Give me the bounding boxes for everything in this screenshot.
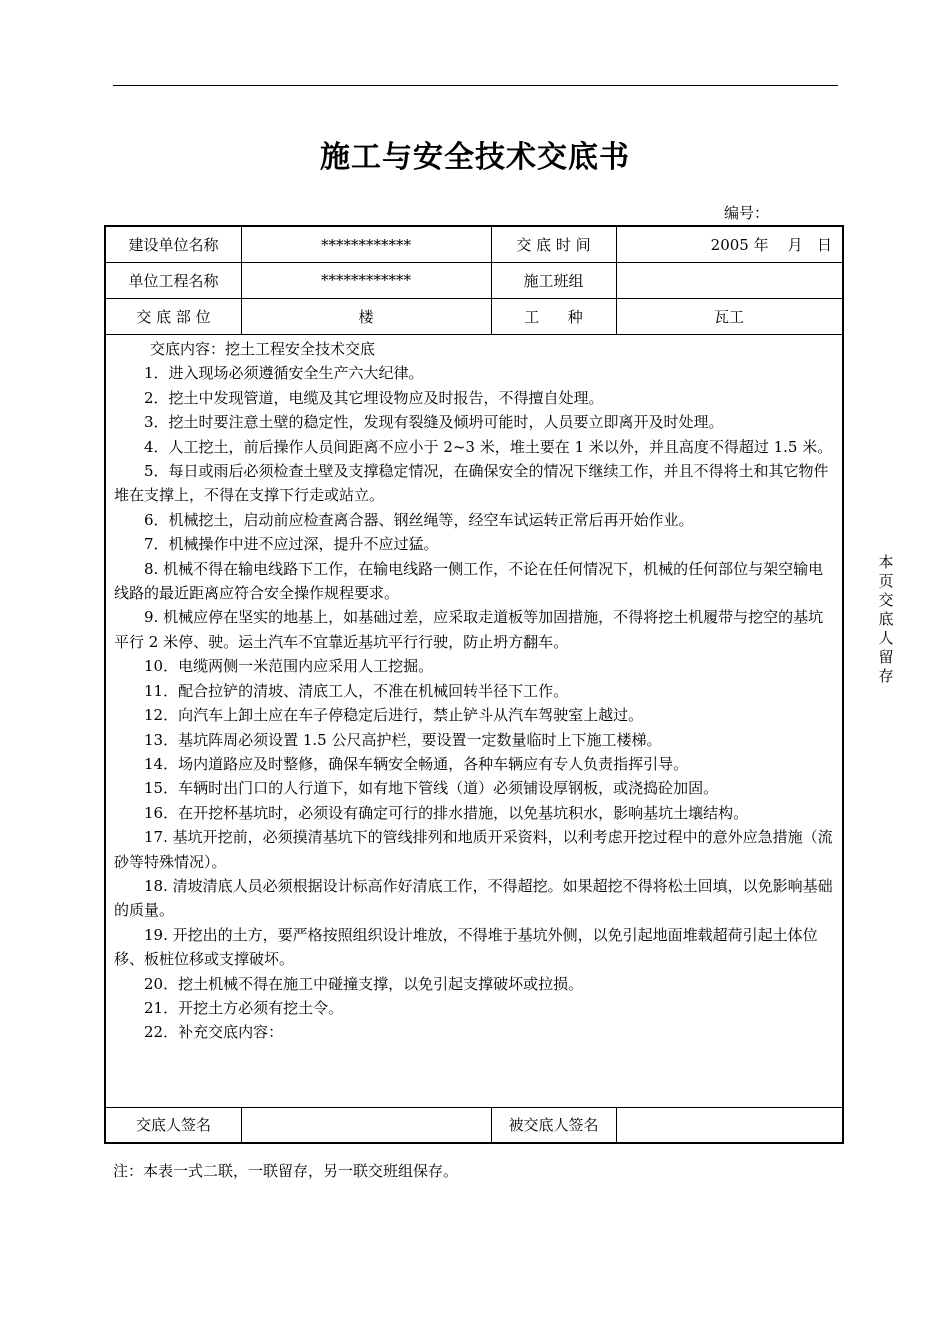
work-team-value[interactable] bbox=[616, 262, 842, 298]
content-item: 17. 基坑开挖前，必须摸清基坑下的管线排列和地质开采资料，以利考虑开挖过程中的意外应急措施（流砂等特殊情况）。 bbox=[114, 828, 833, 871]
content-item: 5．每日或雨后必须检查土壁及支撑稳定情况，在确保安全的情况下继续工作，并且不得将土和其它物件堆在支撑上，不得在支撑下行走或站立。 bbox=[114, 462, 829, 505]
content-item: 1．进入现场必须遵循安全生产六大纪律。 bbox=[144, 364, 424, 383]
content-item: 3．挖土时要注意土壁的稳定性，发现有裂缝及倾坍可能时，人员要立即离开及时处理。 bbox=[144, 413, 724, 432]
trade-label: 工 种 bbox=[524, 307, 583, 326]
work-team-label: 施工班组 bbox=[523, 271, 584, 290]
content-item: 9. 机械应停在坚实的地基上，如基础过差，应采取走道板等加固措施，不得将挖土机履带与挖空的基坑平行 2 米停、驶。运土汽车不宜靠近基坑平行行驶，防止坍方翻车。 bbox=[114, 608, 824, 651]
content-intro: 交底内容：挖土工程安全技术交底 bbox=[150, 340, 376, 358]
project-name-value[interactable]: ************ bbox=[321, 271, 411, 289]
briefer-signature-field[interactable] bbox=[241, 1107, 491, 1142]
trade-value[interactable]: 瓦工 bbox=[713, 307, 744, 326]
content-item: 2．挖土中发现管道，电缆及其它埋设物应及时报告，不得擅自处理。 bbox=[144, 388, 604, 407]
content-item: 8. 机械不得在输电线路下工作，在输电线路一侧工作，不论在任何情况下，机械的任何部位与架空输电线路的最近距离应符合安全操作规程要求。 bbox=[114, 559, 824, 603]
content-item: 18. 清坡清底人员必须根据设计标高作好清底工作，不得超挖。如果超挖不得将松土回填，以免影响基础的质量。 bbox=[114, 876, 833, 920]
briefing-content bbox=[114, 337, 836, 1045]
content-item: 22．补充交底内容： bbox=[144, 1023, 284, 1042]
content-item: 13．基坑阵周必须设置 1.5 公尺高护栏，要设置一定数量临时上下施工楼梯。 bbox=[144, 730, 662, 749]
content-item: 12．向汽车上卸土应在车子停稳定后进行，禁止铲斗从汽车驾驶室上越过。 bbox=[144, 706, 644, 725]
document-number-label: 编号： bbox=[724, 204, 770, 222]
content-item: 15．车辆时出门口的人行道下，如有地下管线（道）必须铺设厚钢板，或浇捣砼加固。 bbox=[144, 779, 719, 798]
row-divider bbox=[106, 334, 842, 335]
briefing-time-label: 交 底 时 间 bbox=[516, 236, 591, 254]
content-item: 20．挖土机械不得在施工中碰撞支撑，以免引起支撑破坏或拉损。 bbox=[144, 974, 584, 993]
project-name-label: 单位工程名称 bbox=[128, 271, 219, 290]
content-item: 11．配合拉铲的清坡、清底工人，不准在机械回转半径下工作。 bbox=[144, 681, 569, 700]
content-item: 14．场内道路应及时整修，确保车辆安全畅通，各种车辆应有专人负责指挥引导。 bbox=[144, 754, 689, 773]
construction-unit-label: 建设单位名称 bbox=[128, 236, 219, 254]
briefing-location-label: 交 底 部 位 bbox=[136, 307, 211, 326]
top-rule bbox=[113, 85, 838, 86]
briefing-location-value[interactable]: 楼 bbox=[358, 307, 374, 326]
content-item: 4．人工挖土，前后操作人员间距离不应小于 2~3 米，堆土要在 1 米以外，并且高度不得超过 1.5 米。 bbox=[144, 437, 833, 456]
briefing-time-value[interactable]: 2005 年 月 日 bbox=[710, 236, 832, 254]
recipient-signature-field[interactable] bbox=[616, 1107, 842, 1142]
content-item: 21．开挖土方必须有挖土令。 bbox=[144, 998, 344, 1017]
content-item: 10．电缆两侧一米范围内应采用人工挖掘。 bbox=[144, 657, 434, 676]
content-item: 7．机械操作中进不应过深，提升不应过猛。 bbox=[144, 535, 439, 554]
briefing-form bbox=[104, 225, 844, 1144]
content-item: 16．在开挖杯基坑时，必须设有确定可行的排水措施，以免基坑积水，影响基坑土壤结构。 bbox=[144, 803, 749, 822]
briefer-signature-label: 交底人签名 bbox=[135, 1116, 211, 1134]
construction-unit-value[interactable]: ************ bbox=[321, 235, 411, 254]
content-item: 19. 开挖出的土方，要严格按照组织设计堆放，不得堆于基坑外侧，以免引起地面堆载超荷引起土体位移、板桩位移或支撑破坏。 bbox=[114, 925, 818, 969]
footnote: 注：本表一式二联，一联留存，另一联交班组保存。 bbox=[113, 1162, 459, 1180]
retention-side-note: 本页交底人留存 bbox=[878, 553, 894, 685]
content-item: 6．机械挖土，启动前应检查离合器、钢丝绳等，经空车试运转正常后再开始作业。 bbox=[144, 510, 694, 529]
page-title: 施工与安全技术交底书 bbox=[320, 140, 630, 175]
recipient-signature-label: 被交底人签名 bbox=[508, 1116, 599, 1134]
